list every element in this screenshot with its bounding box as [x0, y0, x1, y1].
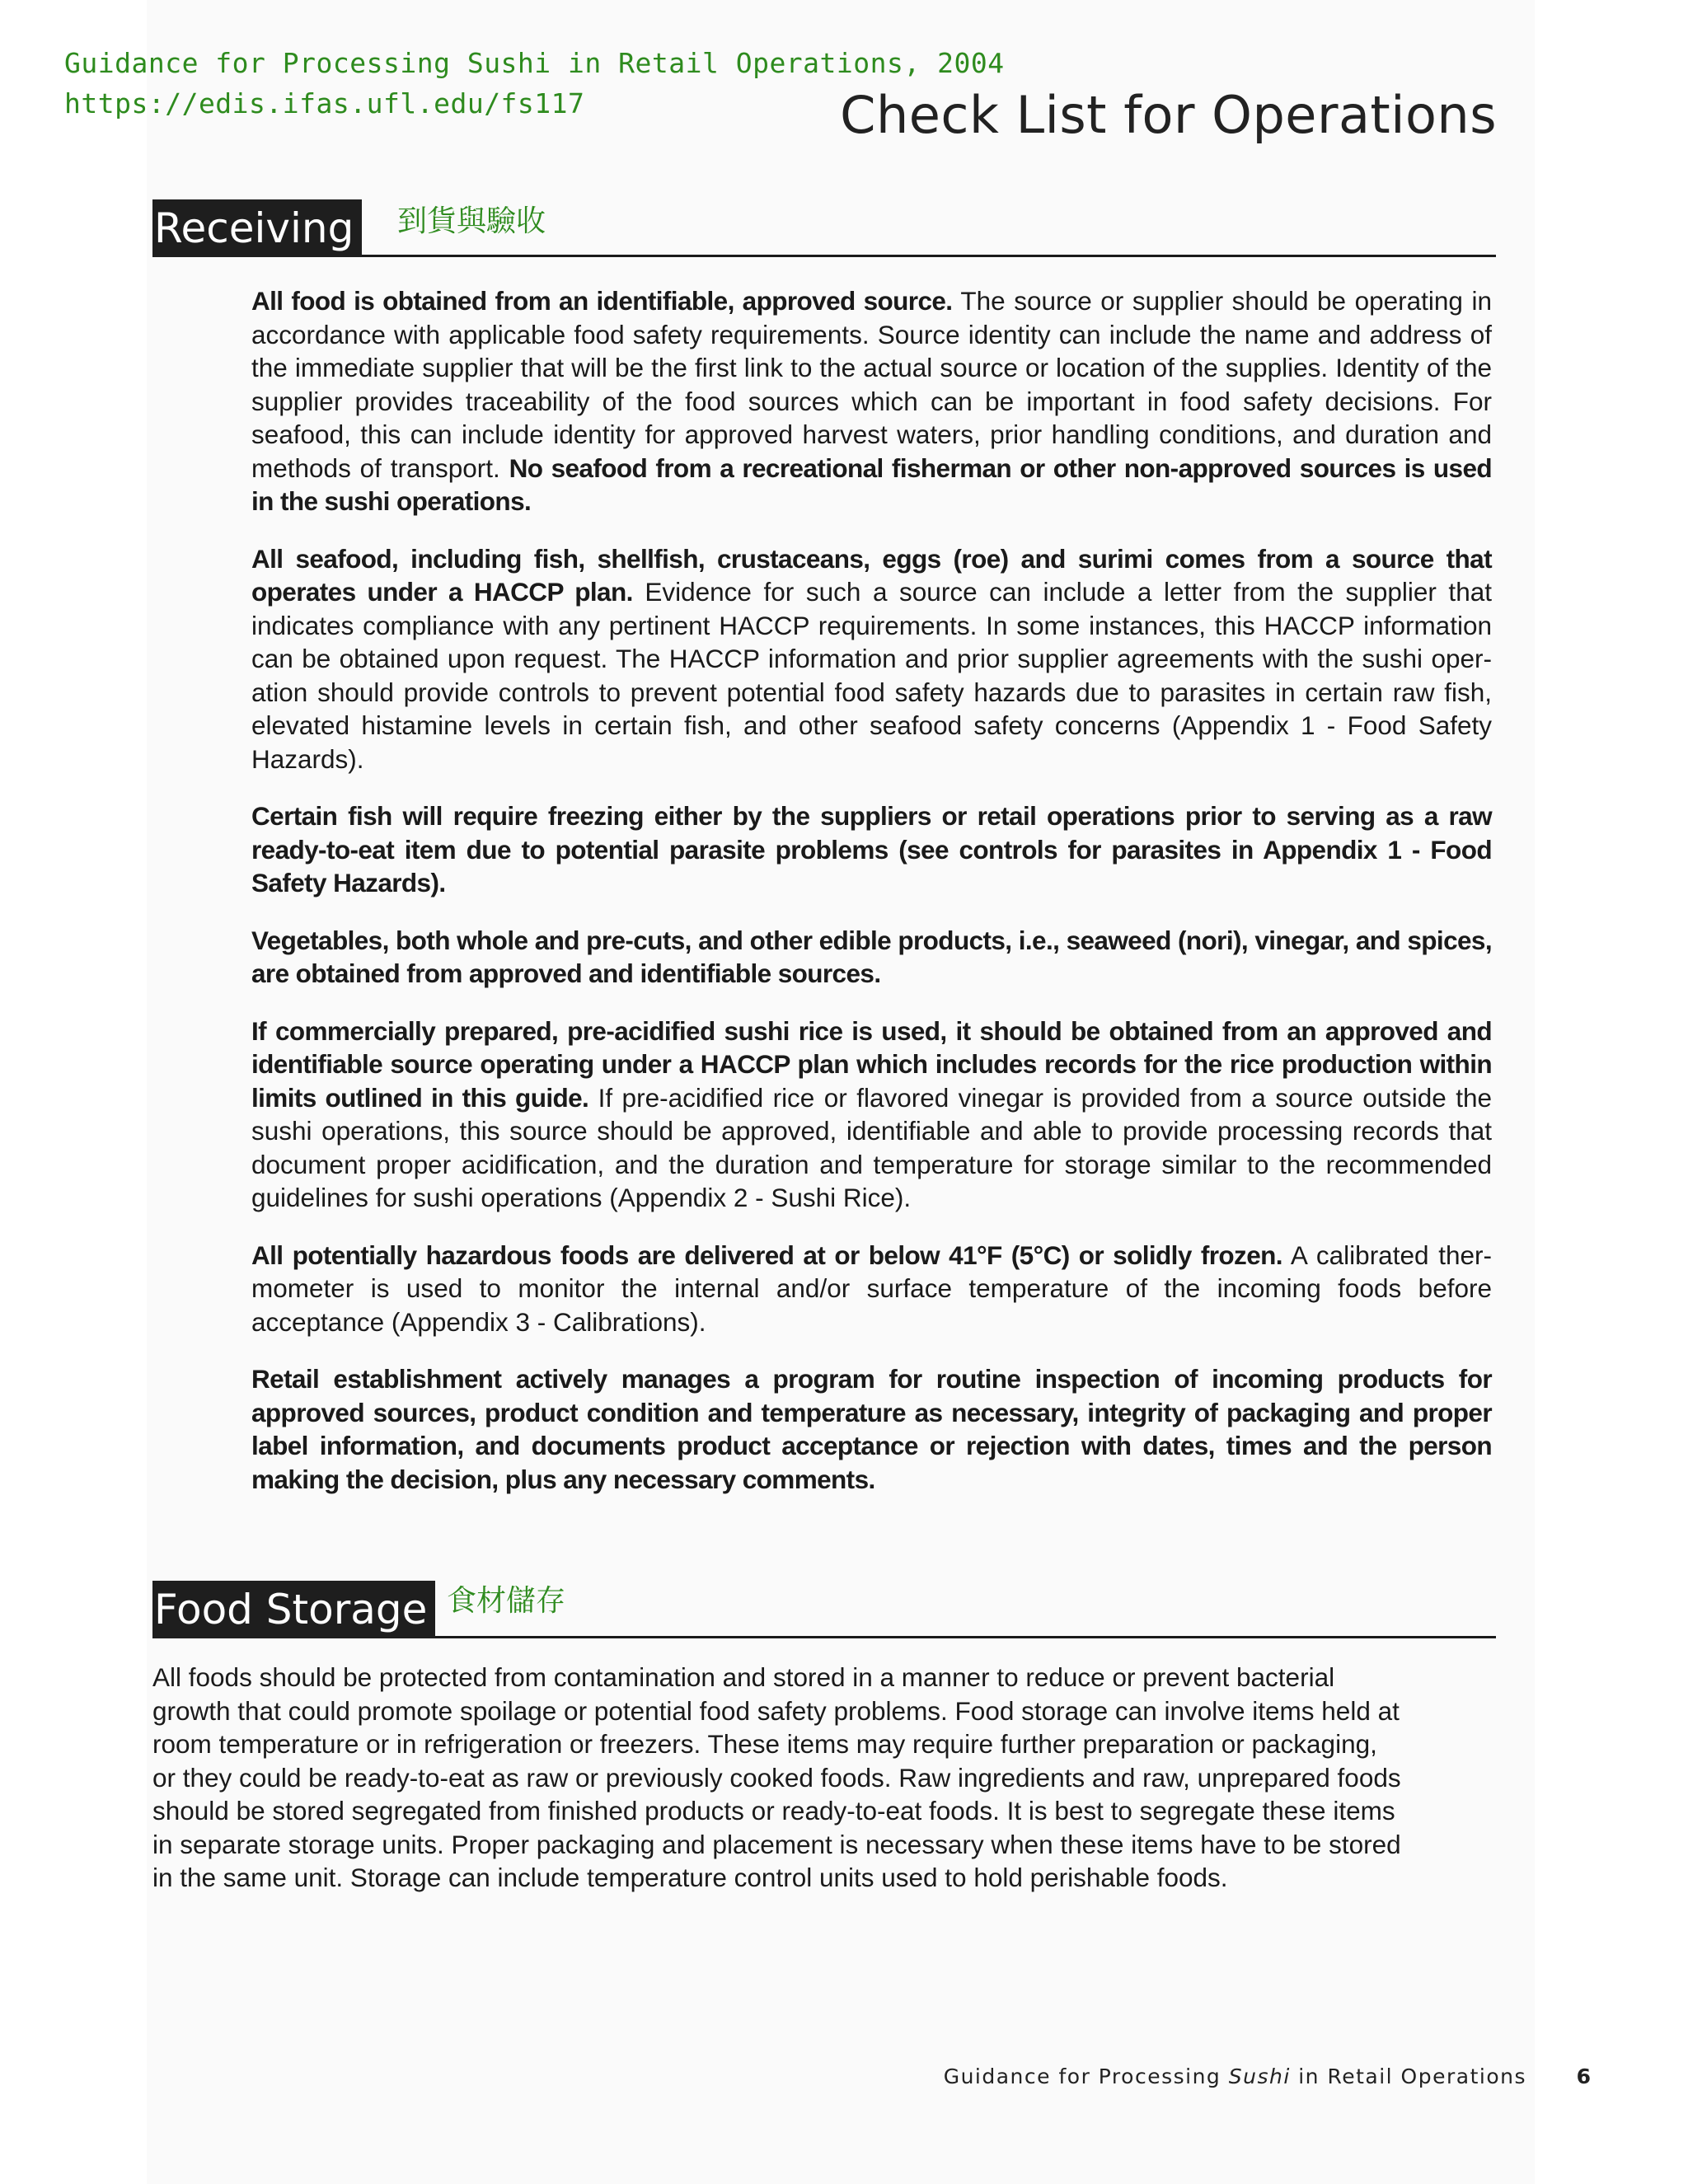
checklist-item — [251, 799, 1492, 900]
receiving-header — [152, 198, 1496, 257]
paragraph-line: All foods should be protected from contamination and stored in a manner to reduce or prevent bacterial — [152, 1662, 1335, 1692]
receiving-label: Receiving — [152, 199, 362, 257]
checklist-item — [251, 924, 1492, 991]
page-footer — [907, 2060, 1591, 2093]
checklist-item — [251, 1362, 1492, 1496]
checklist-item — [251, 542, 1492, 776]
receiving-checklist — [251, 284, 1492, 1520]
paragraph-line: growth that could promote spoilage or potential food safety problems. Food storage can involve items held at — [152, 1695, 1400, 1726]
footer-title — [944, 2060, 1526, 2093]
checklist-item — [251, 1239, 1492, 1339]
checklist-item-text: If pre-acidified rice or flavored vinegar is provided from a source outside the sushi operations, this source should be approved, identifiable and able to provide processing records that document proper acidification, and the duration and temperature for storage similar to the recommended guidelines for sushi operations (Appendix 2 - Sushi Rice). — [251, 1082, 1492, 1212]
checklist-item-heading: All potentially hazardous foods are delivered at or below 41°F (5°C) or solidly frozen. — [251, 1240, 1282, 1270]
checklist-item-heading: All food is obtained from an identifiable, approved source. — [251, 286, 953, 316]
food-storage-paragraph — [152, 1661, 1492, 1895]
footer-italic-word: Sushi — [1228, 2064, 1291, 2088]
checklist-item-emphasis: No seafood from a recreational fisherman or other non-approved sources is used in the sushi operations. — [251, 452, 1493, 516]
food-storage-chinese-label: 食材儲存 — [447, 1584, 566, 1618]
checklist-item-heading: Vegetables, both whole and pre-cuts, and other edible products, i.e., seaweed (nori), vinegar, and spices, are obtained from approved and identifiable sources. — [251, 925, 1492, 988]
checklist-item-text: The source or supplier should be operating in accordance with applicable food safety requirements. Source identity can include the name and address of the immediate supplier that will be the first link to the actual source or location of the supplies. Identity of the supplier provides traceability of the food sources which can be important in food safety decisions. For seafood, this can include identity for approved harvest waters, prior handling conditions, and duration and methods of transport. — [251, 286, 1492, 483]
checklist-item-heading: If commercially prepared, pre-acidified sushi rice is used, it should be obtained from an approved and identifiable source operating under a HACCP plan which includes records for the rice production within limits outlined in this guide. — [251, 1015, 1492, 1113]
watermark-url: https://edis.ifas.ufl.edu/fs117 — [64, 87, 585, 120]
paragraph-line: in the same unit. Storage can include temperature control units used to hold perishable foods. — [152, 1863, 1228, 1892]
paragraph-line: room temperature or in refrigeration or freezers. These items may require further preparation or packaging, — [152, 1729, 1377, 1759]
checklist-item — [251, 284, 1492, 518]
paragraph-line: or they could be ready-to-eat as raw or previously cooked foods. Raw ingredients and raw, unprepared foods — [152, 1762, 1401, 1793]
checklist-item-heading: All seafood, including fish, shellfish, crustaceans, eggs (roe) and surimi comes from a source that operates under a HACCP plan. — [251, 543, 1492, 607]
footer-suffix: in Retail Operations — [1290, 2064, 1526, 2088]
paragraph-line: in separate storage units. Proper packaging and placement is necessary when these items have to be stored — [152, 1829, 1401, 1859]
footer-prefix: Guidance for Processing — [943, 2064, 1229, 2088]
checklist-item-heading: Certain fish will require freezing either by the suppliers or retail operations prior to serving as a raw ready-to-eat item due to potential parasite problems (see controls for parasites in Appendix 1 - Food Safety Hazards). — [251, 801, 1492, 898]
checklist-item-heading: Retail establishment actively manages a program for routine inspection of incoming products for approved sources, product condition and temperature as necessary, integrity of packaging and proper label information, and documents product acceptance or rejection with dates, times and the person making the decision, plus any necessary comments. — [251, 1364, 1492, 1494]
receiving-chinese-label: 到貨與驗收 — [397, 204, 546, 238]
checklist-item — [251, 1015, 1492, 1215]
page-number: 6 — [1576, 2064, 1591, 2088]
food-storage-header — [152, 1576, 1496, 1638]
checklist-item-text: A calibrated thermometer is used to monitor the internal and/or surface temperature of the incoming foods before acceptance (Appendix 3 - Calibrations). — [251, 1240, 1492, 1337]
paragraph-line: should be stored segregated from finished products or ready-to-eat foods. It is best to segregate these items — [152, 1796, 1395, 1825]
page-title: Check List for Operations — [840, 85, 1497, 145]
food-storage-label: Food Storage — [152, 1581, 435, 1638]
checklist-item-text: Evidence for such a source can include a letter from the supplier that indicates compliance with any pertinent HACCP requirements. In some instances, this HACCP information can be obtained upon request. The HACCP information and prior supplier agreements with the sushi operation should provide controls to prevent potential food safety hazards due to parasites in certain raw fish, elevated histamine levels in certain fish, and other seafood safety concerns (Appendix 1 - Food Safety Hazards). — [251, 577, 1492, 774]
watermark-title: Guidance for Processing Sushi in Retail Operations, 2004 — [64, 47, 1005, 79]
